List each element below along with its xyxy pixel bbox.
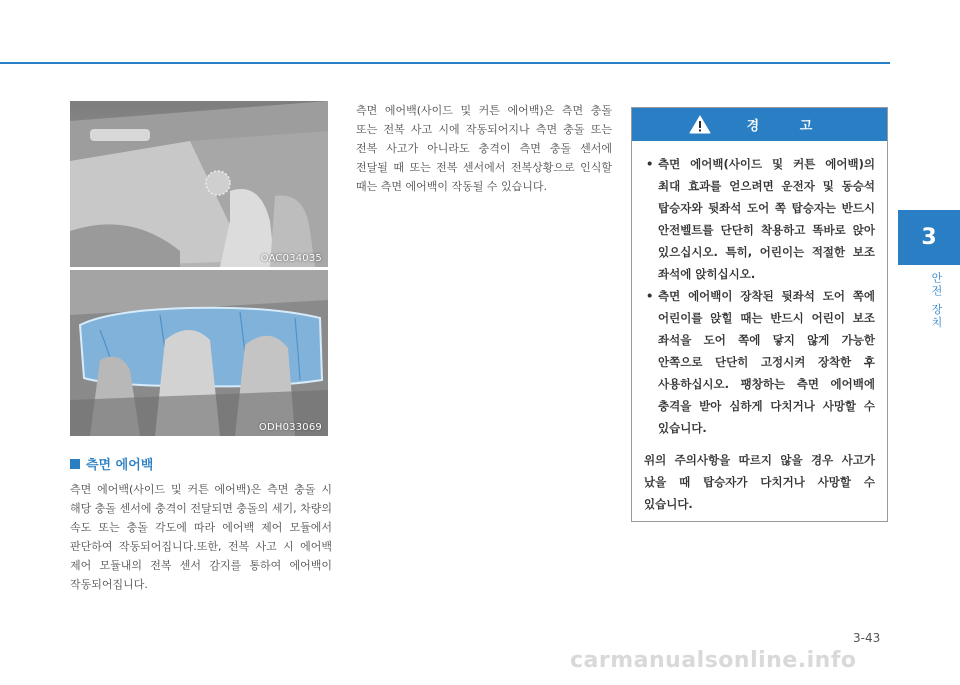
section-body: 측면 에어백(사이드 및 커튼 에어백)은 측면 충돌 시 해당 충돌 센서에 충격이 전달되면 충돌의 세기, 차량의 속도 또는 충돌 각도에 따라 에어백 제어 모듈에서 판단하여 작동되어집니다.또한, 전복 사고 시 에어백 제어 모듈내의 전복 센서 감지를 통하여 에어백이 작동되어집니다. — [70, 483, 332, 591]
image-code: ODH033069 — [258, 422, 322, 433]
curtain-airbag-photo — [70, 270, 328, 436]
section-heading-text: 측면 에어백 — [86, 458, 154, 473]
watermark: carmanualsonline.info — [570, 648, 857, 673]
list-item — [644, 285, 875, 439]
middle-body: 측면 에어백(사이드 및 커튼 에어백)은 측면 충돌 또는 전복 사고 시에 작동되어지나 측면 충돌 또는 전복 사고가 아니라도 충격이 측면 충돌 센서에 전달될 때 또는 전복 센서에서 전복상황으로 인식할 때는 측면 에어백이 작동될 수 있습니다. — [356, 104, 612, 193]
warning-item-text: 측면 에어백이 장착된 뒷좌석 도어 쪽에 어린이를 앉힐 때는 반드시 어린이 보조 좌석을 도어 쪽에 닿지 않게 가능한 안쪽으로 단단히 고정시켜 장착한 후 사용하십시오. 팽창하는 측면 에어백에 충격을 받아 심하게 다치거나 사망할 수 있습니다. — [658, 289, 875, 435]
section-heading — [70, 454, 153, 473]
warning-item-text: 측면 에어백(사이드 및 커튼 에어백)의 최대 효과를 얻으려면 운전자 및 동승석 탑승자와 뒷좌석 도어 쪽 탑승자는 반드시 안전벨트를 단단히 착용하고 똑바로 앉아 있으십시오. 특히, 어린이는 적절한 보조 좌석에 앉히십시오. — [658, 157, 875, 281]
warning-title: 경 고 — [746, 119, 831, 134]
warning-list — [632, 141, 887, 439]
list-item — [644, 153, 875, 285]
top-rule — [0, 62, 890, 64]
airbag-illustration — [70, 270, 328, 436]
side-airbag-location-photo — [70, 101, 328, 267]
interior-illustration — [70, 101, 328, 267]
warning-box — [631, 107, 888, 522]
square-bullet-icon — [70, 459, 80, 469]
warning-header — [632, 108, 887, 141]
warning-triangle-icon — [689, 115, 711, 134]
bullet-icon: • — [646, 289, 654, 303]
chapter-label: 안전 장치 — [930, 272, 943, 330]
page-number: 3-43 — [853, 631, 881, 645]
chapter-tab — [898, 210, 960, 265]
bullet-icon: • — [646, 157, 654, 171]
image-code: OAC034035 — [260, 253, 322, 264]
chapter-number: 3 — [921, 225, 937, 250]
warning-footer: 위의 주의사항을 따르지 않을 경우 사고가 났을 때 탑승자가 다치거나 사망할 수 있습니다. — [644, 453, 875, 511]
